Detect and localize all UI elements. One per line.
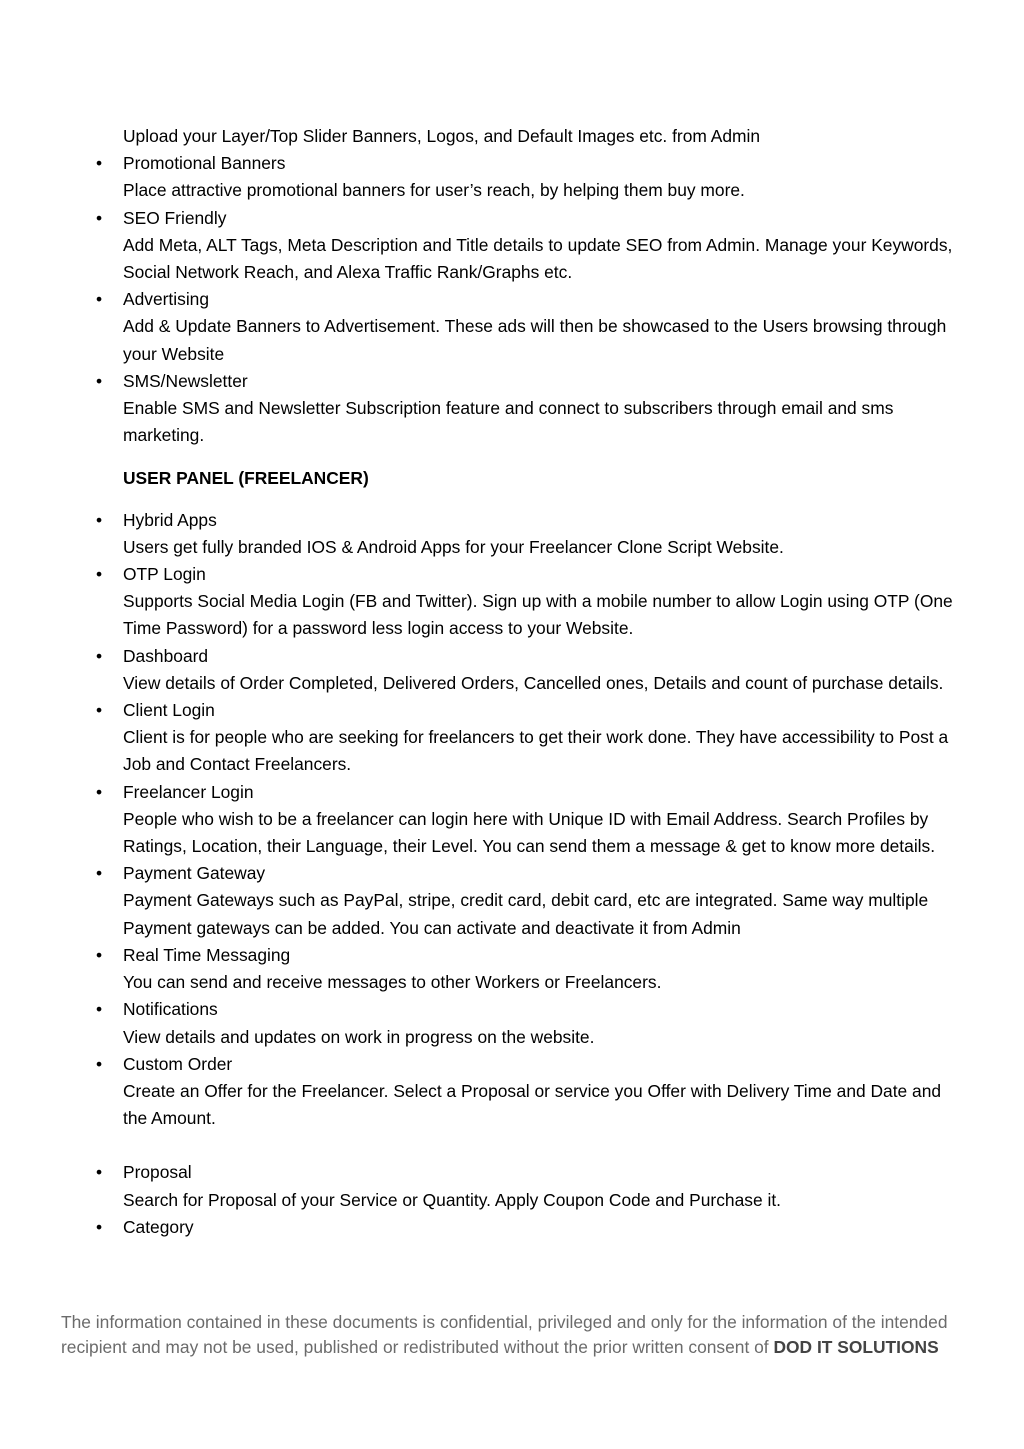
bullet-icon: •: [95, 1162, 103, 1183]
list-item: [95, 368, 953, 450]
feature-description: Supports Social Media Login (FB and Twitter). Sign up with a mobile number to allow Login using OTP (One Time Password) for a password less login access to your Website.: [123, 591, 953, 639]
list-item: [95, 860, 953, 942]
section-heading: USER PANEL (FREELANCER): [123, 468, 369, 489]
feature-title: Promotional Banners: [123, 153, 286, 174]
admin-feature-list: [95, 150, 953, 449]
feature-description: Add & Update Banners to Advertisement. These ads will then be showcased to the Users browsing through your Website: [123, 316, 947, 364]
list-item: [95, 1159, 953, 1213]
bullet-icon: •: [95, 564, 103, 585]
bullet-icon: •: [95, 1053, 103, 1074]
feature-title: SEO Friendly: [123, 207, 227, 228]
bullet-icon: •: [95, 700, 103, 721]
spacer: [123, 1132, 953, 1159]
feature-title: Freelancer Login: [123, 781, 254, 802]
feature-description: Search for Proposal of your Service or Quantity. Apply Coupon Code and Purchase it.: [123, 1189, 781, 1210]
list-item: [95, 996, 953, 1050]
list-item: [95, 1214, 953, 1241]
bullet-icon: •: [95, 370, 103, 391]
list-item: [95, 507, 953, 561]
footer-text: The information contained in these documents is confidential, privileged and only for the information of the intended recipient and may not be used, published or redistributed without the prior written consent of: [61, 1312, 948, 1357]
feature-description: Add Meta, ALT Tags, Meta Description and Title details to update SEO from Admin. Manage your Keywords, Social Network Reach, and Alexa Traffic Rank/Graphs etc.: [123, 234, 953, 283]
feature-description: Client is for people who are seeking for freelancers to get their work done. They have accessibility to Post a Job and Contact Freelancers.: [123, 727, 949, 775]
feature-description: Enable SMS and Newsletter Subscription feature and connect to subscribers through email and sms marketing.: [123, 398, 894, 446]
list-item: [95, 205, 953, 287]
bullet-icon: •: [95, 1216, 103, 1237]
intro-text: Upload your Layer/Top Slider Banners, Logos, and Default Images etc. from Admin: [123, 126, 761, 146]
footer-company: DOD IT SOLUTIONS: [773, 1337, 939, 1357]
feature-title: OTP Login: [123, 564, 206, 585]
feature-title: Real Time Messaging: [123, 944, 291, 965]
document-content: [95, 123, 953, 1241]
list-item: [95, 942, 953, 996]
confidentiality-footer: [61, 1310, 961, 1360]
feature-title: Category: [123, 1216, 194, 1237]
feature-title: Payment Gateway: [123, 863, 266, 884]
bullet-icon: •: [95, 289, 103, 310]
list-item: [95, 779, 953, 861]
bullet-icon: •: [95, 153, 103, 174]
feature-description: You can send and receive messages to other Workers or Freelancers.: [123, 972, 662, 993]
feature-description: Place attractive promotional banners for user’s reach, by helping them buy more.: [123, 180, 745, 201]
feature-description: View details of Order Completed, Delivered Orders, Cancelled ones, Details and count of purchase details.: [123, 672, 944, 693]
feature-title: SMS/Newsletter: [123, 370, 248, 391]
feature-description: View details and updates on work in progress on the website.: [123, 1026, 595, 1047]
feature-description: Create an Offer for the Freelancer. Select a Proposal or service you Offer with Delivery Time and Date and the Amount.: [123, 1080, 942, 1129]
list-item: [95, 697, 953, 779]
list-item: [95, 643, 953, 697]
list-item: [95, 561, 953, 643]
list-item: [95, 150, 953, 204]
feature-title: Client Login: [123, 700, 215, 721]
feature-title: Notifications: [123, 999, 218, 1020]
bullet-icon: •: [95, 944, 103, 965]
feature-title: Dashboard: [123, 645, 209, 666]
feature-title: Proposal: [123, 1162, 192, 1183]
bullet-icon: •: [95, 781, 103, 802]
feature-title: Advertising: [123, 289, 210, 310]
feature-description: Users get fully branded IOS & Android Apps for your Freelancer Clone Script Website.: [123, 536, 784, 557]
bullet-icon: •: [95, 509, 103, 530]
feature-description: Payment Gateways such as PayPal, stripe, credit card, debit card, etc are integrated. Same way multiple Payment gateways can be added. You can activate and deactivate it from Admin: [123, 890, 929, 938]
feature-description: People who wish to be a freelancer can login here with Unique ID with Email Address. Search Profiles by Ratings, Location, their Language, their Level. You can send them a message & get to know more details.: [123, 808, 936, 857]
bullet-icon: •: [95, 999, 103, 1020]
feature-title: Hybrid Apps: [123, 509, 217, 530]
list-item: [95, 286, 953, 368]
list-item: [95, 1051, 953, 1133]
bullet-icon: •: [95, 645, 103, 666]
user-feature-list: [95, 507, 953, 1241]
feature-title: Custom Order: [123, 1053, 233, 1074]
bullet-icon: •: [95, 863, 103, 884]
bullet-icon: •: [95, 207, 103, 228]
